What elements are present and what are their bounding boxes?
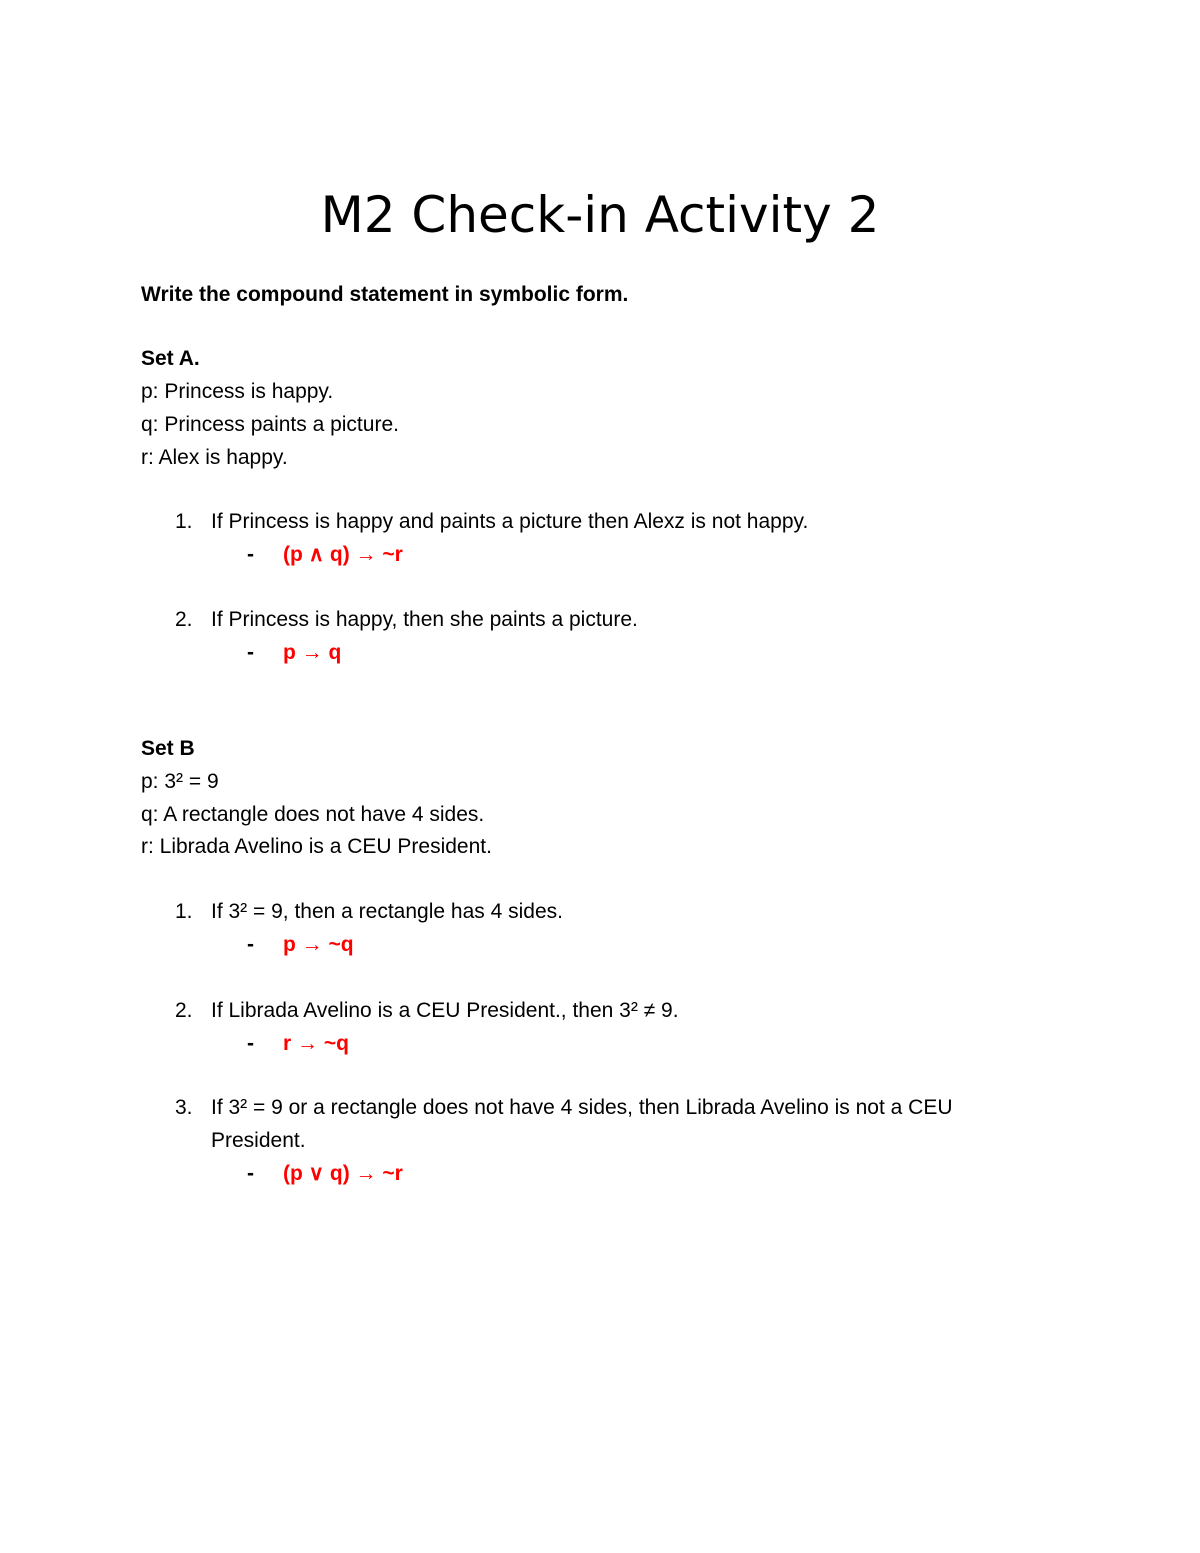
list-item-number: 2.	[175, 999, 193, 1022]
set-b-def-r: r: Librada Avelino is a CEU President.	[141, 835, 492, 858]
set-a-item-2-statement: If Princess is happy, then she paints a picture.	[211, 608, 638, 631]
set-b-def-p: p: 3² = 9	[141, 770, 219, 793]
set-b-heading: Set B	[141, 737, 195, 760]
set-b-item-1-statement: If 3² = 9, then a rectangle has 4 sides.	[211, 900, 563, 923]
set-b-item-3-statement-cont: President.	[211, 1129, 306, 1152]
dash-bullet: -	[247, 933, 254, 956]
set-b-item-2-answer: r → ~q	[283, 1032, 349, 1055]
set-a-def-p: p: Princess is happy.	[141, 380, 334, 403]
set-b-item-2-statement: If Librada Avelino is a CEU President., then 3² ≠ 9.	[211, 999, 679, 1022]
dash-bullet: -	[247, 1162, 254, 1185]
list-item-number: 1.	[175, 510, 193, 533]
set-a-item-2-answer: p → q	[283, 641, 342, 664]
set-a-heading: Set A.	[141, 347, 200, 370]
set-b-item-3-answer: (p ∨ q) → ~r	[283, 1162, 403, 1185]
set-b-def-q: q: A rectangle does not have 4 sides.	[141, 803, 485, 826]
set-b-item-3-statement: If 3² = 9 or a rectangle does not have 4 sides, then Librada Avelino is not a CEU	[211, 1096, 953, 1119]
set-a-item-1-statement: If Princess is happy and paints a picture then Alexz is not happy.	[211, 510, 809, 533]
list-item-number: 2.	[175, 608, 193, 631]
set-a-def-r: r: Alex is happy.	[141, 446, 288, 469]
list-item-number: 1.	[175, 900, 193, 923]
set-b-item-1-answer: p → ~q	[283, 933, 354, 956]
dash-bullet: -	[247, 641, 254, 664]
set-a-def-q: q: Princess paints a picture.	[141, 413, 399, 436]
page-title: M2 Check-in Activity 2	[320, 186, 880, 244]
instruction: Write the compound statement in symbolic form.	[141, 283, 629, 306]
dash-bullet: -	[247, 543, 254, 566]
set-a-item-1-answer: (p ∧ q) → ~r	[283, 543, 403, 566]
list-item-number: 3.	[175, 1096, 193, 1119]
dash-bullet: -	[247, 1032, 254, 1055]
